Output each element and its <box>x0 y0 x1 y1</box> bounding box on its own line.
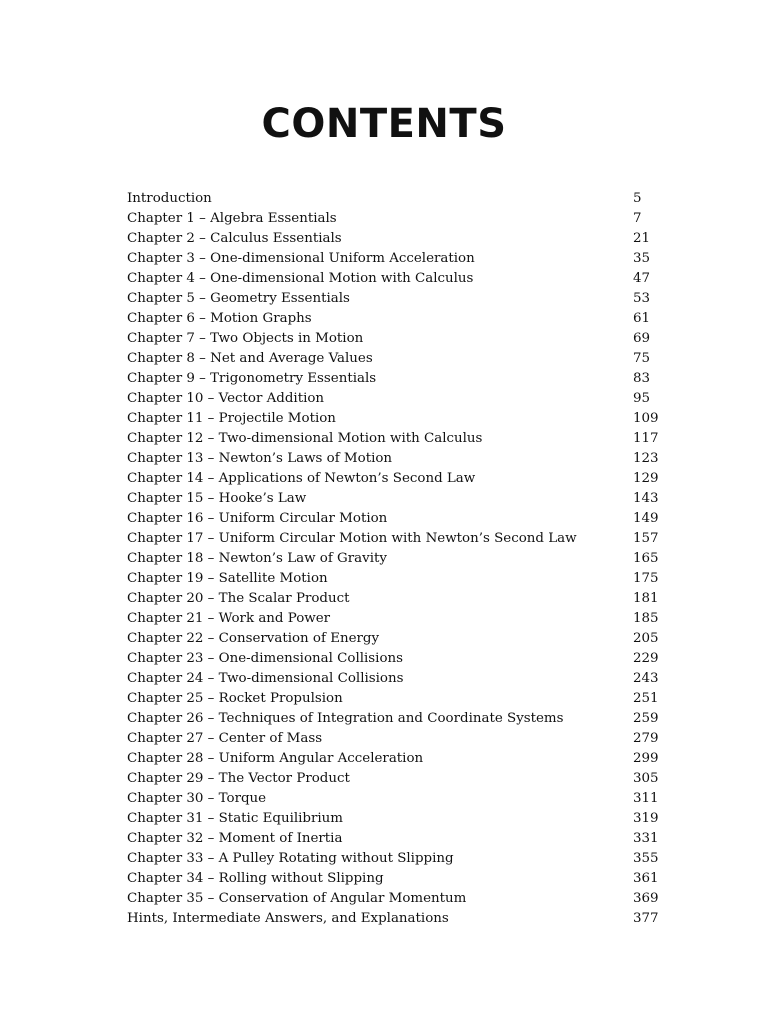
toc-entry <box>127 589 687 609</box>
toc-entry <box>127 909 687 929</box>
toc-entry-title: Chapter 16 – Uniform Circular Motion <box>127 511 388 526</box>
toc-entry-title: Chapter 12 – Two-dimensional Motion with Calculus <box>127 431 483 446</box>
toc-entry <box>127 609 687 629</box>
toc-entry-title: Chapter 3 – One-dimensional Uniform Acceleration <box>127 251 475 266</box>
toc-entry-page-number: 175 <box>633 571 659 586</box>
toc-entry-page-number: 319 <box>633 811 659 826</box>
toc-entry <box>127 829 687 849</box>
toc-entry-page-number: 35 <box>633 251 651 266</box>
toc-entry-title: Chapter 24 – Two-dimensional Collisions <box>127 671 404 686</box>
toc-entry <box>127 549 687 569</box>
toc-entry-page-number: 7 <box>633 211 642 226</box>
toc-entry <box>127 789 687 809</box>
toc-entry <box>127 649 687 669</box>
toc-entry-page-number: 157 <box>633 531 659 546</box>
toc-entry <box>127 769 687 789</box>
toc-entry-page-number: 83 <box>633 371 651 386</box>
toc-entry-page-number: 311 <box>633 791 659 806</box>
toc-entry-title: Chapter 8 – Net and Average Values <box>127 351 373 366</box>
toc-entry-page-number: 149 <box>633 511 659 526</box>
toc-entry-title: Chapter 14 – Applications of Newton’s Second Law <box>127 471 476 486</box>
toc-entry-title: Chapter 33 – A Pulley Rotating without Slipping <box>127 851 454 866</box>
toc-entry-page-number: 299 <box>633 751 659 766</box>
toc-entry-title: Chapter 1 – Algebra Essentials <box>127 211 337 226</box>
toc-entry-page-number: 305 <box>633 771 659 786</box>
toc-entry <box>127 869 687 889</box>
toc-entry-title: Chapter 22 – Conservation of Energy <box>127 631 380 646</box>
toc-entry-title: Chapter 15 – Hooke’s Law <box>127 491 307 506</box>
toc-entry-page-number: 129 <box>633 471 659 486</box>
toc-entry-title: Chapter 32 – Moment of Inertia <box>127 831 343 846</box>
toc-entry-page-number: 5 <box>633 191 642 206</box>
toc-entry-title: Hints, Intermediate Answers, and Explanations <box>127 911 449 926</box>
toc-entry <box>127 389 687 409</box>
toc-entry-title: Chapter 21 – Work and Power <box>127 611 331 626</box>
toc-entry-title: Chapter 10 – Vector Addition <box>127 391 325 406</box>
toc-entry-title: Chapter 19 – Satellite Motion <box>127 571 328 586</box>
toc-entry-page-number: 123 <box>633 451 659 466</box>
toc-entry <box>127 849 687 869</box>
toc-entry-page-number: 181 <box>633 591 659 606</box>
toc-entry-title: Chapter 11 – Projectile Motion <box>127 411 336 426</box>
toc-entry-page-number: 47 <box>633 271 651 286</box>
toc-entry <box>127 729 687 749</box>
toc-entry-page-number: 95 <box>633 391 651 406</box>
toc-entry-page-number: 251 <box>633 691 659 706</box>
toc-entry-page-number: 117 <box>633 431 659 446</box>
toc-entry-page-number: 259 <box>633 711 659 726</box>
toc-entry-page-number: 75 <box>633 351 651 366</box>
toc-entry-page-number: 229 <box>633 651 659 666</box>
toc-entry <box>127 209 687 229</box>
toc-entry-title: Chapter 28 – Uniform Angular Acceleration <box>127 751 424 766</box>
toc-entry <box>127 569 687 589</box>
toc-entry-title: Chapter 35 – Conservation of Angular Momentum <box>127 891 467 906</box>
toc-entry-title: Chapter 9 – Trigonometry Essentials <box>127 371 377 386</box>
table-of-contents <box>127 189 687 929</box>
toc-entry-title: Chapter 7 – Two Objects in Motion <box>127 331 364 346</box>
toc-entry-page-number: 109 <box>633 411 659 426</box>
toc-entry-title: Chapter 5 – Geometry Essentials <box>127 291 350 306</box>
toc-entry <box>127 489 687 509</box>
toc-entry-title: Chapter 2 – Calculus Essentials <box>127 231 342 246</box>
toc-entry-page-number: 377 <box>633 911 659 926</box>
toc-entry <box>127 349 687 369</box>
toc-entry-page-number: 185 <box>633 611 659 626</box>
toc-entry-title: Chapter 4 – One-dimensional Motion with Calculus <box>127 271 474 286</box>
toc-entry-title: Chapter 34 – Rolling without Slipping <box>127 871 384 886</box>
toc-entry-title: Chapter 29 – The Vector Product <box>127 771 350 786</box>
toc-entry <box>127 429 687 449</box>
toc-entry-title: Chapter 26 – Techniques of Integration and Coordinate Systems <box>127 711 564 726</box>
toc-entry-page-number: 69 <box>633 331 651 346</box>
toc-entry <box>127 289 687 309</box>
toc-entry <box>127 809 687 829</box>
toc-entry <box>127 889 687 909</box>
toc-entry-title: Chapter 17 – Uniform Circular Motion with Newton’s Second Law <box>127 531 577 546</box>
toc-entry <box>127 529 687 549</box>
toc-entry <box>127 449 687 469</box>
toc-entry-page-number: 355 <box>633 851 659 866</box>
toc-entry <box>127 249 687 269</box>
toc-entry-title: Chapter 18 – Newton’s Law of Gravity <box>127 551 387 566</box>
toc-entry-page-number: 21 <box>633 231 651 246</box>
toc-entry-title: Chapter 13 – Newton’s Laws of Motion <box>127 451 393 466</box>
toc-entry-title: Chapter 6 – Motion Graphs <box>127 311 312 326</box>
toc-entry-page-number: 61 <box>633 311 651 326</box>
toc-entry <box>127 709 687 729</box>
toc-entry-page-number: 279 <box>633 731 659 746</box>
toc-entry <box>127 369 687 389</box>
toc-entry <box>127 269 687 289</box>
toc-entry-page-number: 165 <box>633 551 659 566</box>
toc-entry <box>127 409 687 429</box>
toc-entry-title: Chapter 20 – The Scalar Product <box>127 591 350 606</box>
toc-entry-title: Chapter 27 – Center of Mass <box>127 731 323 746</box>
toc-entry-page-number: 331 <box>633 831 659 846</box>
toc-entry-page-number: 361 <box>633 871 659 886</box>
toc-entry-page-number: 205 <box>633 631 659 646</box>
toc-entry-page-number: 369 <box>633 891 659 906</box>
toc-entry <box>127 329 687 349</box>
toc-entry-page-number: 243 <box>633 671 659 686</box>
toc-entry <box>127 669 687 689</box>
page-title: CONTENTS <box>261 101 507 147</box>
toc-entry <box>127 229 687 249</box>
toc-entry-page-number: 143 <box>633 491 659 506</box>
toc-entry <box>127 749 687 769</box>
toc-entry-title: Introduction <box>127 191 212 206</box>
toc-entry-title: Chapter 30 – Torque <box>127 791 267 806</box>
toc-entry <box>127 689 687 709</box>
toc-entry-title: Chapter 25 – Rocket Propulsion <box>127 691 343 706</box>
toc-entry-page-number: 53 <box>633 291 651 306</box>
toc-entry <box>127 309 687 329</box>
toc-entry-title: Chapter 23 – One-dimensional Collisions <box>127 651 404 666</box>
toc-entry <box>127 629 687 649</box>
toc-entry <box>127 469 687 489</box>
toc-entry <box>127 189 687 209</box>
toc-entry <box>127 509 687 529</box>
toc-entry-title: Chapter 31 – Static Equilibrium <box>127 811 343 826</box>
